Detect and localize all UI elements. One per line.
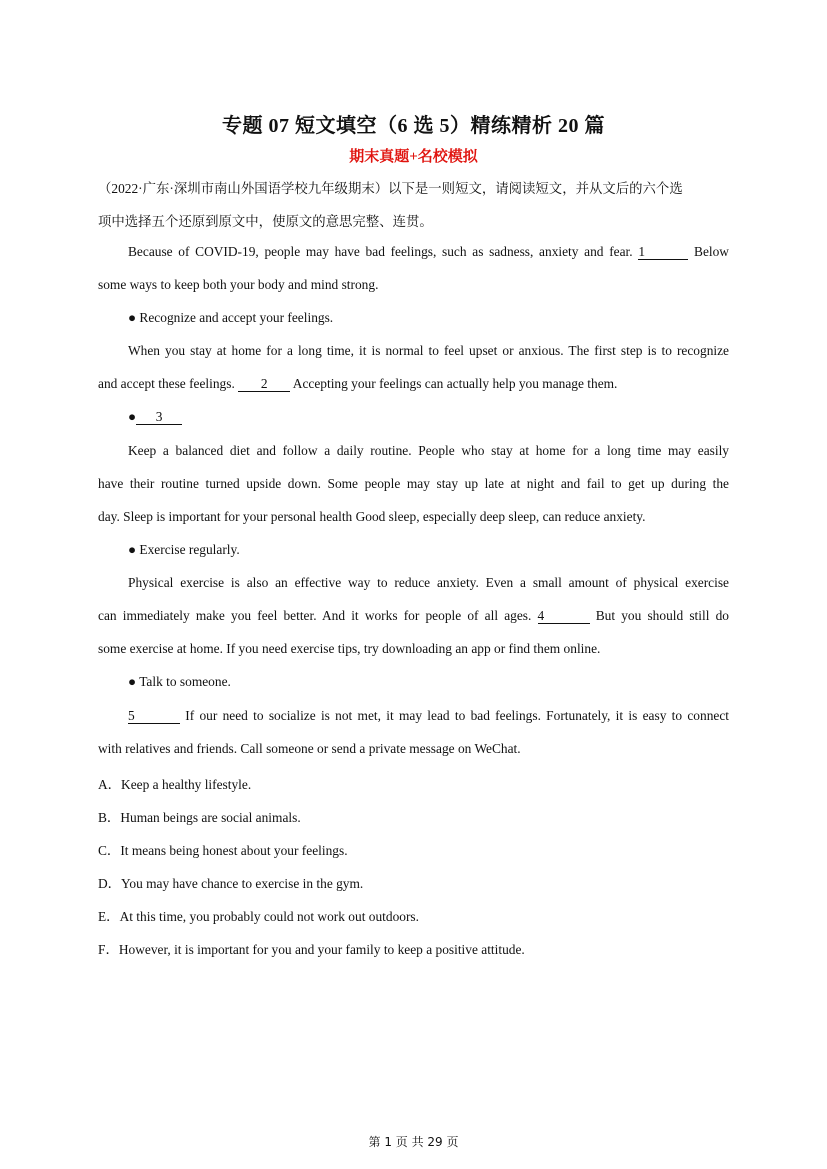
section-heading: ● Recognize and accept your feelings. (128, 310, 334, 325)
paragraph-line (98, 376, 617, 392)
paragraph-line: have their routine turned upside down. Some people may stay up late at night and fail to get up during the (98, 476, 729, 491)
page-title: 专题 07 短文填空（6 选 5）精练精析 20 篇 (222, 115, 605, 137)
paragraph-line: some ways to keep both your body and mind strong. (98, 277, 379, 292)
paragraph-line: Physical exercise is also an effective way to reduce anxiety. Even a small amount of physical exercise (128, 575, 729, 590)
section-heading: ● Talk to someone. (128, 674, 231, 689)
bullet: ● (128, 409, 137, 424)
blank-3: 3 (136, 410, 182, 425)
blank-2: 2 (238, 377, 290, 392)
text: Below (694, 244, 729, 259)
paragraph-line (98, 608, 729, 624)
text: and accept these feelings. (98, 376, 235, 391)
paragraph-line: Keep a balanced diet and follow a daily routine. People who stay at home for a long time may easily (128, 443, 729, 458)
text: If our need to socialize is not met, it may lead to bad feelings. Fortunately, it is easy to connect (185, 708, 729, 723)
text: Because of COVID-19, people may have bad feelings, such as sadness, anxiety and fear. (128, 244, 633, 259)
text: can immediately make you feel better. And it works for people of all ages. (98, 608, 532, 623)
option-b: B．Human beings are social animals. (98, 810, 301, 825)
page-footer: 第 1 页 共 29 页 (368, 1135, 459, 1149)
option-f: F．However, it is important for you and your family to keep a positive attitude. (98, 942, 525, 957)
option-a: A．Keep a healthy lifestyle. (98, 777, 252, 792)
paragraph-line: with relatives and friends. Call someone or send a private message on WeChat. (98, 741, 521, 756)
text: But you should still do (595, 608, 729, 623)
paragraph-line: When you stay at home for a long time, it is normal to feel upset or anxious. The first step is to recognize (128, 343, 729, 358)
page-subtitle: 期末真题+名校模拟 (349, 149, 478, 165)
paragraph-line (128, 708, 729, 724)
source-line: （2022·广东·深圳市南山外国语学校九年级期末）以下是一则短文，请阅读短文，并从文后的六个选 (98, 181, 683, 196)
paragraph-line: day. Sleep is important for your personal health Good sleep, especially deep sleep, can reduce anxiety. (98, 509, 646, 524)
paragraph-line (128, 244, 729, 260)
section-heading: ● Exercise regularly. (128, 542, 240, 557)
option-e: E．At this time, you probably could not work out outdoors. (98, 909, 419, 924)
section-heading (128, 409, 182, 425)
blank-5: 5 (128, 709, 180, 724)
blank-4: 4 (538, 609, 590, 624)
paragraph-line: some exercise at home. If you need exercise tips, try downloading an app or find them online. (98, 641, 601, 656)
text: Accepting your feelings can actually help you manage them. (292, 376, 618, 391)
source-line: 项中选择五个还原到原文中，使原文的意思完整、连贯。 (98, 214, 433, 229)
option-c: C．It means being honest about your feelings. (98, 843, 348, 858)
option-d: D．You may have chance to exercise in the gym. (98, 876, 364, 891)
blank-1: 1 (638, 245, 688, 260)
